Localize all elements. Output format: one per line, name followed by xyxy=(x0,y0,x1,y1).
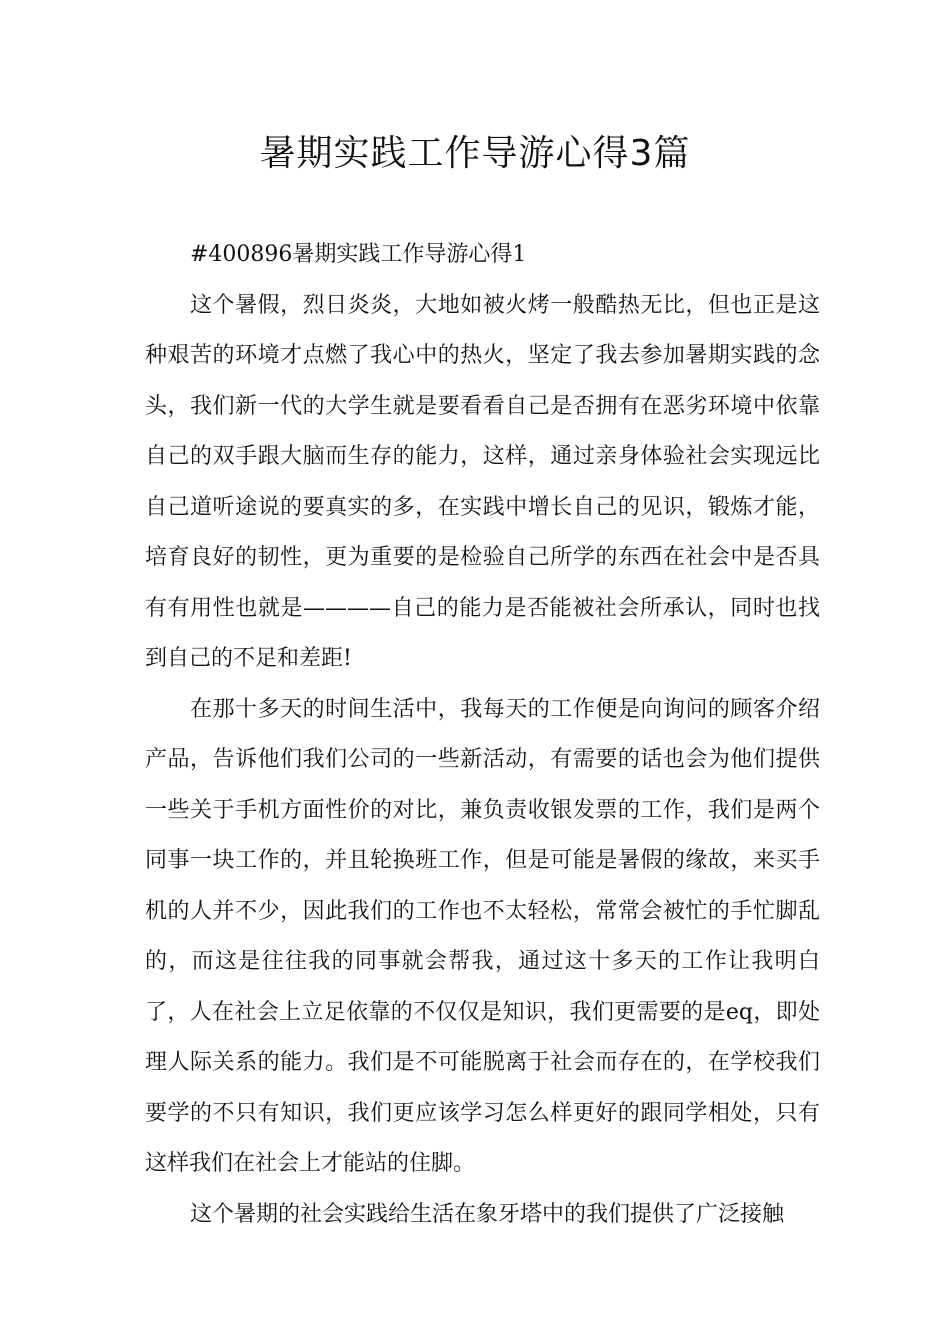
paragraph-1: 这个暑假，烈日炎炎，大地如被火烤一般酷热无比，但也正是这种艰苦的环境才点燃了我心中的热火，坚定了我去参加暑期实践的念头，我们新一代的大学生就是要看看自己是否拥有在恶劣环境中依靠自己的双手跟大脑而生存的能力，这样，通过亲身体验社会实现远比自己道听途说的要真实的多，在实践中增长自己的见识，锻炼才能，培育良好的韧性，更为重要的是检验自己所学的东西在社会中是否具有有用性也就是————自己的能力是否能被社会所承认，同时也找到自己的不足和差距! xyxy=(145,292,820,671)
document-body xyxy=(145,230,820,1240)
document-title: 暑期实践工作导游心得3篇 xyxy=(259,133,691,174)
paragraph-2: 在那十多天的时间生活中，我每天的工作便是向询问的顾客介绍产品，告诉他们我们公司的一些新活动，有需要的话也会为他们提供一些关于手机方面性价的对比，兼负责收银发票的工作，我们是两个同事一块工作的，并且轮换班工作，但是可能是暑假的缘故，来买手机的人并不少，因此我们的工作也不太轻松，常常会被忙的手忙脚乱的，而这是往往我的同事就会帮我，通过这十多天的工作让我明白了，人在社会上立足依靠的不仅仅是知识，我们更需要的是eq，即处理人际关系的能力。我们是不可能脱离于社会而存在的，在学校我们要学的不只有知识，我们更应该学习怎么样更好的跟同学相处，只有这样我们在社会上才能站的住脚。 xyxy=(145,696,820,1176)
section-heading: #400896暑期实践工作导游心得1 xyxy=(190,242,527,267)
paragraph-3: 这个暑期的社会实践给生活在象牙塔中的我们提供了广泛接触 xyxy=(190,1201,785,1227)
